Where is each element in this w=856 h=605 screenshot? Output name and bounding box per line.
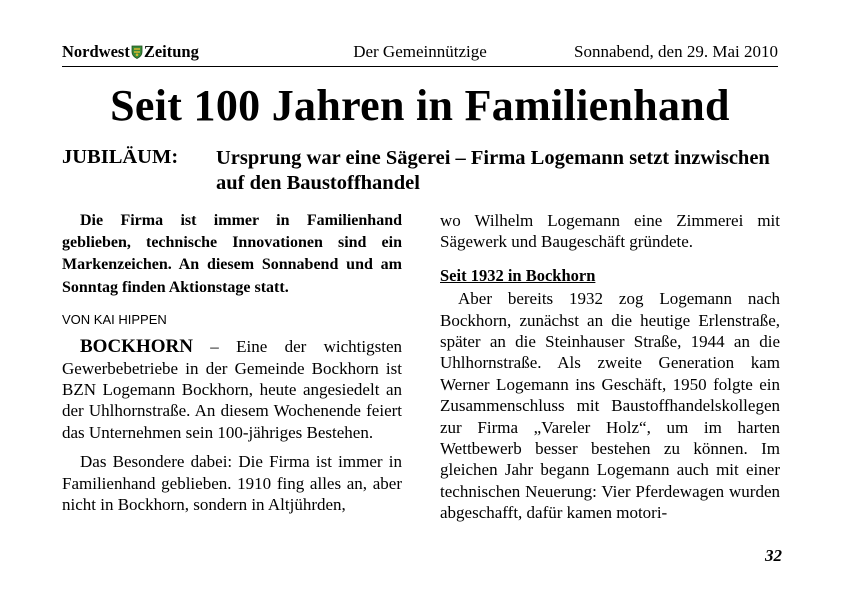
- body-paragraph-1-text: – Eine der wichtigsten Gewerbebetriebe in der Gemeinde Bockhorn ist BZN Logemann Bockhorn, heute angesiedelt an der Uhlhornstraße. An diesem Wochenende feiert das Unternehmen sein 100-jähriges Bestehen.: [62, 337, 402, 442]
- lead-paragraph: Die Firma ist immer in Familienhand geblieben, technische Innovationen sind ein Markenzeichen. An diesem Sonnabend und am Sonntag finden Aktionstage statt.: [62, 212, 402, 296]
- dateline: BOCKHORN: [80, 336, 193, 358]
- section-name: Der Gemeinnützige: [353, 42, 487, 61]
- newspaper-name-part2: Zeitung: [143, 42, 199, 61]
- issue-date: Sonnabend, den 29. Mai 2010: [574, 42, 778, 61]
- article-column-1: [62, 210, 402, 515]
- newspaper-name-part1: Nordwest: [62, 42, 130, 61]
- headline: Seit 100 Jahren in Familienhand: [110, 81, 730, 130]
- kicker: JUBILÄUM:: [62, 146, 179, 168]
- article-column-2: [440, 210, 780, 524]
- body-paragraph-2: Das Besondere dabei: Die Firma ist immer in Familienhand geblieben. 1910 fing alles an, aber nicht in Bockhorn, sondern in Altjührden,: [62, 452, 402, 515]
- subheadline: Ursprung war eine Sägerei – Firma Logemann setzt inzwischen auf den Baustoffhandel: [216, 147, 770, 194]
- page-number: 32: [765, 546, 782, 565]
- masthead: [62, 40, 778, 67]
- crosshead: Seit 1932 in Bockhorn: [440, 265, 596, 285]
- byline: VON KAI HIPPEN: [62, 311, 167, 327]
- body-paragraph-1: [62, 336, 402, 443]
- body-paragraph-3: wo Wilhelm Logemann eine Zimmerei mit Sägewerk und Baugeschäft gründete.: [440, 211, 780, 252]
- body-paragraph-4: Aber bereits 1932 zog Logemann nach Bockhorn, zunächst an die heutige Erlenstraße, später an die Steinhauser Straße, 1944 an die Uhlhornstraße. Als zweite Generation kam Werner Logemann ins Geschäft, 1950 folgte ein Zusammenschluss mit Baustoffhandelskollegen zur Firma „Vareler Holz“, um im harten Wettbewerb besser bestehen zu können. Im gleichen Jahr begann Logemann auch mit einer technischen Neuerung: Vier Pferdewagen wurden abgeschafft, dafür kamen motori-: [440, 289, 780, 523]
